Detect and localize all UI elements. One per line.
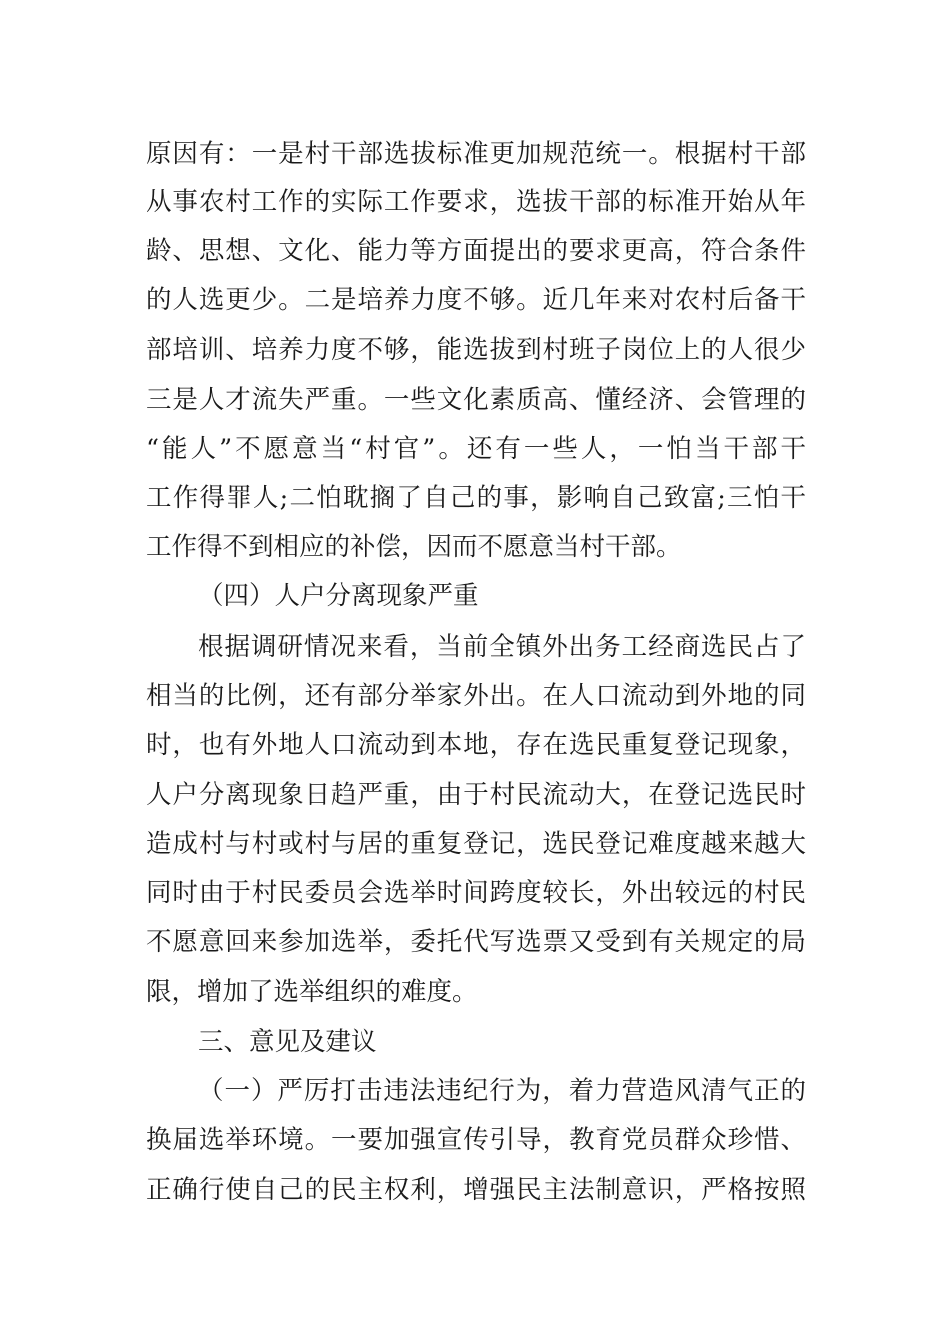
section-heading: （四）人户分离现象严重 [198,581,479,611]
text-line: 正确行使自己的民主权利，增强民主法制意识，严格按照 [146,1175,806,1205]
text-line: 部培训、培养力度不够，能选拔到村班子岗位上的人很少 [146,335,806,365]
text-line: “能人”不愿意当“村官”。还有一些人，一怕当干部干 [146,434,806,464]
text-line: 相当的比例，还有部分举家外出。在人口流动到外地的同 [146,681,806,711]
text-line: 从事农村工作的实际工作要求，选拔干部的标准开始从年 [146,187,806,217]
text-line: 原因有：一是村干部选拔标准更加规范统一。根据村干部 [146,139,806,169]
text-line: 三是人才流失严重。一些文化素质高、懂经济、会管理的 [146,385,806,415]
text-line: 的人选更少。二是培养力度不够。近几年来对农村后备干 [146,285,806,315]
text-line: 同时由于村民委员会选举时间跨度较长，外出较远的村民 [146,878,806,908]
text-line: 时，也有外地人口流动到本地，存在选民重复登记现象， [146,730,806,760]
text-line: 根据调研情况来看，当前全镇外出务工经商选民占了 [198,632,806,662]
text-line: 龄、思想、文化、能力等方面提出的要求更高，符合条件 [146,236,806,266]
text-line: 不愿意回来参加选举，委托代写选票又受到有关规定的局 [146,927,806,957]
section-heading: 三、意见及建议 [198,1027,377,1057]
text-line: 人户分离现象日趋严重，由于村民流动大，在登记选民时 [146,780,806,810]
text-line: 造成村与村或村与居的重复登记，选民登记难度越来越大 [146,829,806,859]
text-line: 工作得罪人;二怕耽搁了自己的事，影响自己致富;三怕干 [146,483,806,513]
text-line: 换届选举环境。一要加强宣传引导，教育党员群众珍惜、 [146,1125,806,1155]
text-line: 工作得不到相应的补偿，因而不愿意当村干部。 [146,532,682,562]
text-line: 限，增加了选举组织的难度。 [146,977,478,1007]
text-line: （一）严厉打击违法违纪行为，着力营造风清气正的 [198,1076,806,1106]
